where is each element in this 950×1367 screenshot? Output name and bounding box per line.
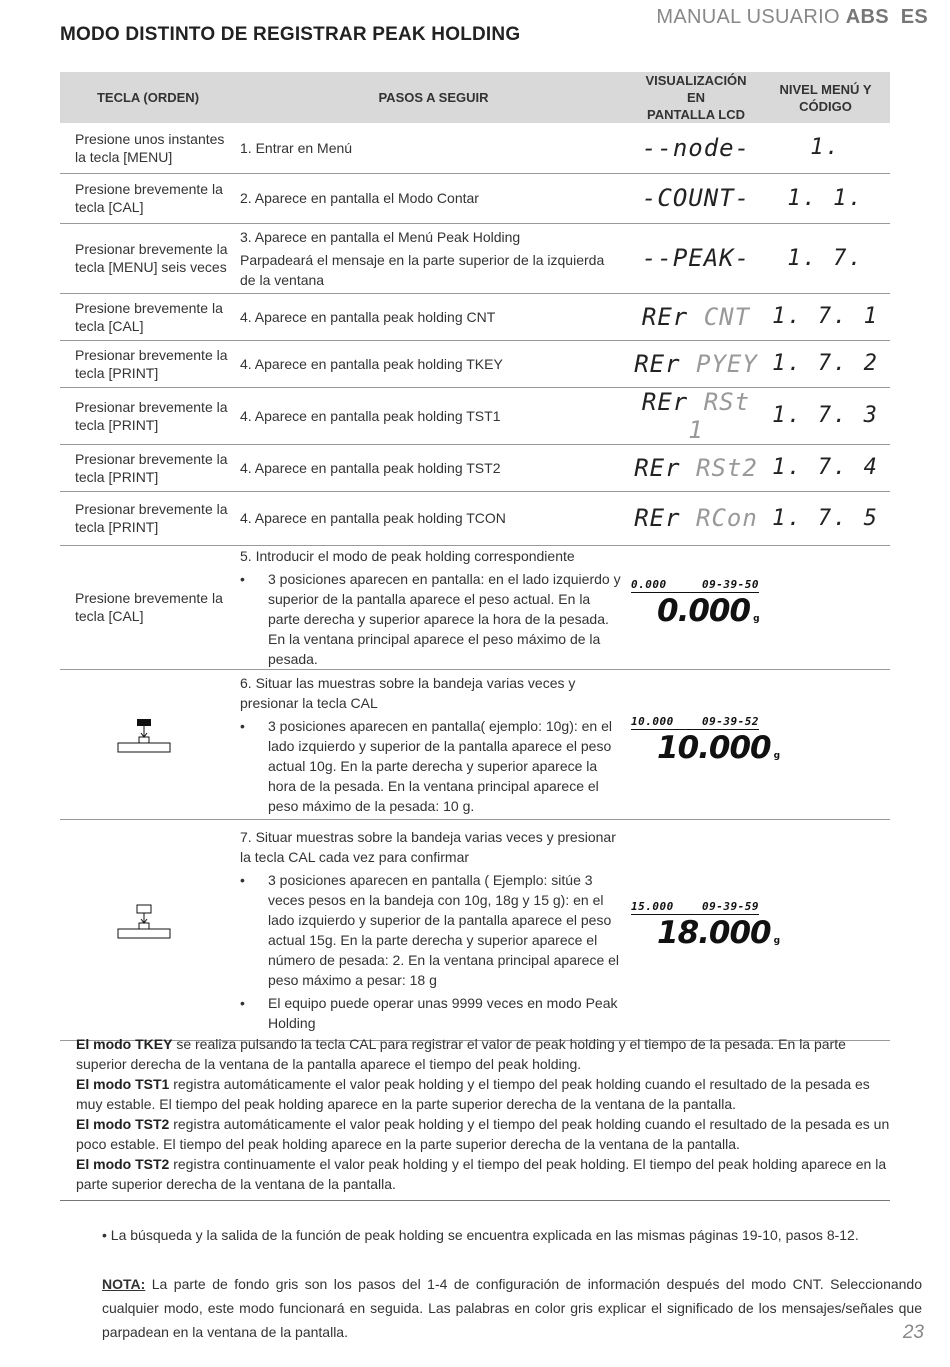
table-row [60,545,890,669]
note-paragraph [76,1074,890,1114]
row-key: Presionar brevemente la tecla [PRINT] [60,340,236,387]
lcd-prefix: REr [634,453,681,482]
header-level: NIVEL MENÚ Y CÓDIGO [761,72,890,123]
lcd-display [642,388,750,444]
page-number: 23 [902,1322,924,1343]
note-text: registra continuamente el valor peak holding y el tiempo del peak holding. El tiempo del peak holding aparece en la parte superior derecha de la ventana de la pantalla. [76,1156,887,1192]
table-row [60,340,890,387]
row-step: 4. Aparece en pantalla peak holding TKEY [236,340,631,387]
menu-level-code: 1. 1. [787,185,864,211]
scale-with-weight-icon [116,716,176,768]
lcd-display [642,303,750,331]
menu-level-code: 1. 7. 2 [772,351,879,376]
nota-paragraph [102,1272,922,1344]
row-step: 1. Entrar en Menú [236,123,631,173]
table-row [60,293,890,340]
lcd-current-weight: 0.000 [631,577,667,591]
note-paragraph [76,1114,890,1154]
list-item: • 3 posiciones aparecen en pantalla( ejemplo: 10g): en el lado izquierdo y superior de la pantalla aparece el peso actual 10g. En la parte derecha y superior aparece la hora de la pesada. En la ventana principal aparece el peso máximo de la pesada: 10 g. [240,716,623,816]
note-label: El modo TKEY [76,1036,173,1052]
bullet-text: El equipo puede operar unas 9999 veces en modo Peak Holding [268,994,618,1031]
note-text: registra automáticamente el valor peak holding y el tiempo del peak holding cuando el resultado de la pesada es un poco estable. El tiempo del peak holding aparece en la parte superior derecha de la ventana de la pantalla. [76,1116,890,1152]
row-step: 2. Aparece en pantalla el Modo Contar [236,173,631,223]
row-step: 6. Situar las muestras sobre la bandeja varias veces y presionar la tecla CAL [240,674,576,711]
lcd-display [634,504,758,532]
row-step: 4. Aparece en pantalla peak holding TCON [236,491,631,545]
row-step: 5. Introducir el modo de peak holding correspondiente [240,547,575,564]
lcd-current-weight: 10.000 [631,714,674,728]
lcd-peak-weight: 0.000 [657,592,751,629]
list-item: • 3 posiciones aparecen en pantalla ( Ejemplo: sitúe 3 veces pesos en la bandeja con 10g, 18g y 15 g): en el lado izquierdo y superior de la pantalla aparece el peso actual 15g. En la parte derecha y superior aparece el número de pesada: 2. En la ventana principal aparece el peso máximo a pesar: 18 g [240,870,623,990]
lcd-prefix: REr [641,302,689,331]
menu-level-code: 1. 7. 4 [772,455,879,480]
mode-notes [60,1020,890,1201]
lcd-mode: RSt2 [696,453,758,482]
row-key: Presionar brevemente la tecla [PRINT] [60,387,236,444]
header-lcd: VISUALIZACIÓN EN PANTALLA LCD [631,72,761,123]
note-label: El modo TST1 [76,1076,170,1092]
lcd-mode: PYEY [696,349,758,378]
lcd-mode: CNT [703,302,751,331]
row-step-note: Parpadeará el mensaje en la parte superior de la izquierda de la ventana [240,251,605,288]
bullet-text: 3 posiciones aparecen en pantalla( ejemplo: 10g): en el lado izquierdo y superior de la pantalla aparece el peso actual 10g. En la parte derecha y superior aparece la hora de la pesada. En la ventana principal aparece el peso máximo de la pesada: 10 g. [268,717,613,814]
table-row [60,387,890,444]
row-step: 7. Situar muestras sobre la bandeja varias veces y presionar la tecla CAL cada vez para confirmar [240,828,616,865]
footer-bullet: • La búsqueda y la salida de la función de peak holding se encuentra explicada en las mismas páginas 19-10, pasos 8-12. [102,1227,859,1243]
note-label: El modo TST2 [76,1156,170,1172]
table-row [60,819,890,1040]
menu-level-code: 1. 7. 3 [772,403,879,428]
lcd-mode: RCon [696,504,758,532]
lcd-time: 09-39-59 [702,900,759,913]
lcd-display: --PEAK- [641,244,751,272]
menu-level-code: 1. 7. [787,245,864,271]
manual-header [656,6,928,29]
lcd-unit: g [773,936,780,946]
row-key: Presionar brevemente la tecla [PRINT] [60,491,236,545]
scale-with-weight-icon [116,902,176,954]
lcd-time: 09-39-50 [702,577,759,591]
row-key: Presione brevemente la tecla [CAL] [60,173,236,223]
peak-holding-table [60,72,890,1041]
row-step: 3. Aparece en pantalla el Menú Peak Holding [240,228,521,245]
table-row [60,444,890,491]
row-key: Presione unos instantes la tecla [MENU] [60,123,236,173]
row-step: 4. Aparece en pantalla peak holding CNT [236,293,631,340]
row-key: Presione brevemente la tecla [CAL] [60,545,236,669]
header-steps: PASOS A SEGUIR [236,72,631,123]
menu-level-code: 1. 7. 5 [772,505,879,531]
table-row [60,223,890,293]
nota-text: La parte de fondo gris son los pasos del 1-4 de configuración de información después del modo CNT. Seleccionando cualquier modo, este modo funcionará en seguida. Las palabras en color gris explicar el significado de los mensajes/señales que parpadean en la ventana de la pantalla. [102,1276,922,1340]
list-item: • 3 posiciones aparecen en pantalla: en el lado izquierdo y superior de la pantalla aparece el peso actual. En la parte derecha y superior aparece la hora de la pesada. En la ventana principal aparece el peso máximo de la pesada. [240,569,623,669]
lcd-unit: g [753,613,759,624]
lcd-panel [631,900,780,959]
lcd-display: -COUNT- [641,184,751,212]
table-row [60,123,890,173]
note-text: se realiza pulsando la tecla CAL para registrar el valor de peak holding y el tiempo de la pesada. En la parte superior derecha de la ventana de la pantalla aparece el tiempo del peak holding. [76,1036,846,1072]
lcd-peak-weight: 10.000 [657,729,771,766]
note-text: registra automáticamente el valor peak holding y el tiempo del peak holding cuando el resultado de la pesada es muy estable. El tiempo del peak holding aparece en la parte superior derecha de la ventana de la pantalla. [76,1076,870,1112]
note-paragraph [76,1034,890,1074]
lcd-time: 09-39-52 [702,714,759,728]
language-code: ES [900,6,928,28]
lcd-panel [631,578,759,637]
nota-label: NOTA: [102,1276,146,1292]
row-key: Presione brevemente la tecla [CAL] [60,293,236,340]
lcd-prefix: REr [634,349,681,378]
note-paragraph [76,1154,890,1194]
table-row [60,669,890,819]
row-step: 4. Aparece en pantalla peak holding TST1 [236,387,631,444]
lcd-peak-weight: 18.000 [657,915,771,951]
menu-level-code: 1. 7. 1 [772,304,879,329]
bullet-text: 3 posiciones aparecen en pantalla: en el lado izquierdo y superior de la pantalla aparece el peso actual. En la parte derecha y superior aparece la hora de la pesada. En la ventana principal aparece el peso máximo de la pesada. [268,570,621,667]
table-row [60,491,890,545]
lcd-unit: g [773,750,780,761]
lcd-prefix: REr [641,387,689,416]
menu-level-code: 1. [810,135,841,161]
row-step: 4. Aparece en pantalla peak holding TST2 [236,444,631,491]
page-title: MODO DISTINTO DE REGISTRAR PEAK HOLDING [60,24,521,45]
table-row [60,173,890,223]
lcd-mode: RSt 1 [688,387,751,444]
bullet-text: 3 posiciones aparecen en pantalla ( Ejemplo: sitúe 3 veces pesos en la bandeja con 10g, 18g y 15 g): en el lado izquierdo y superior de la pantalla aparece el peso actual 15g. En la parte derecha y superior aparece el número de pesada: 2. En la ventana principal aparece el peso máximo a pesar: 18 g [268,871,620,988]
list-item: • El equipo puede operar unas 9999 veces en modo Peak Holding [240,993,623,1033]
lcd-prefix: REr [634,504,681,532]
brand-name: ABS [845,6,889,28]
note-label: El modo TST2 [76,1116,170,1132]
lcd-display [634,454,758,482]
row-key: Presionar brevemente la tecla [PRINT] [60,444,236,491]
table-header-row [60,72,890,123]
manual-prefix: MANUAL USUARIO [656,6,840,28]
lcd-panel [631,714,780,774]
lcd-display [634,350,758,378]
header-key: TECLA (ORDEN) [60,72,236,123]
lcd-display: --node- [641,133,751,162]
lcd-current-weight: 15.000 [631,900,674,913]
row-key: Presionar brevemente la tecla [MENU] seis veces [60,223,236,293]
